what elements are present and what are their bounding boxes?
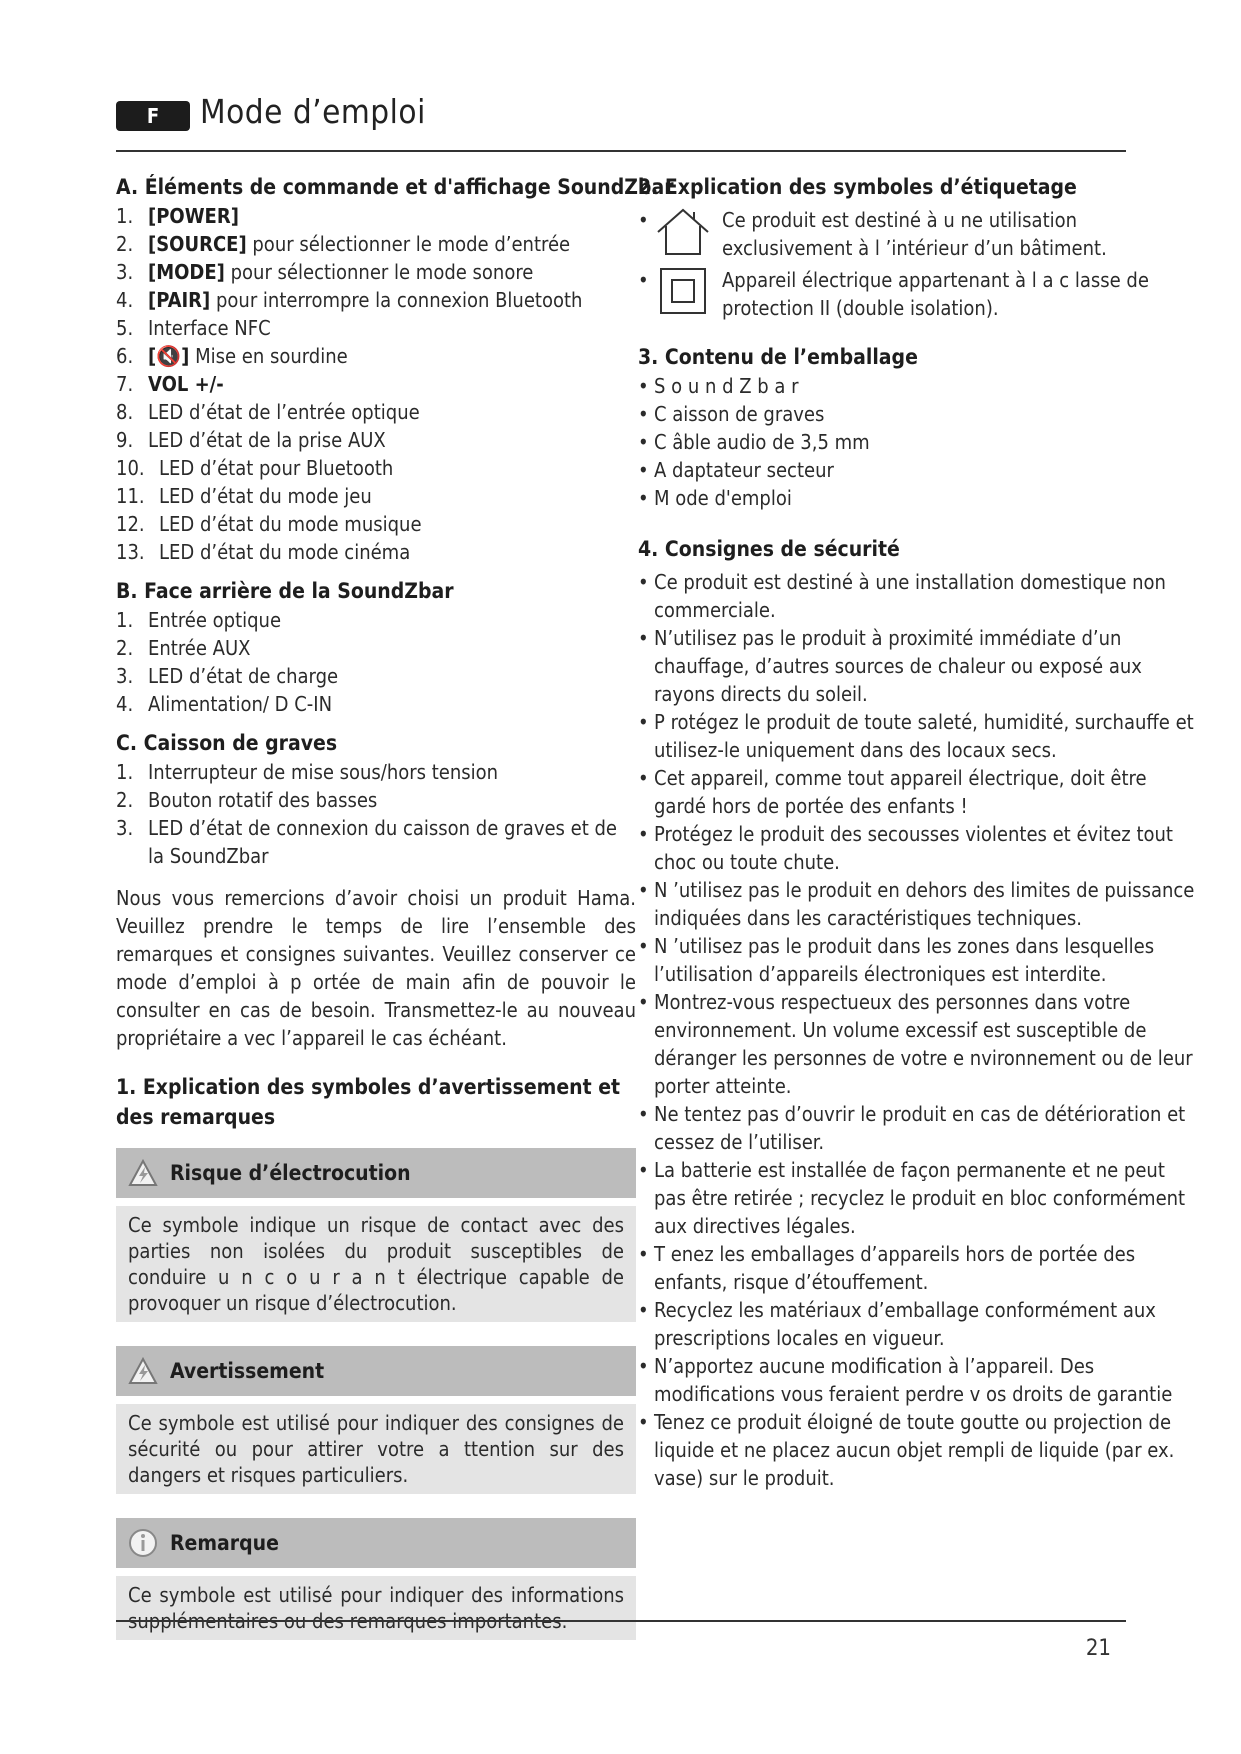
bullet: • xyxy=(638,822,649,846)
bullet-text: N’apportez aucune modification à l’appareil. Des modifications vous feraient perdre v os droits de garantie xyxy=(654,1354,1173,1406)
item-number: 1. xyxy=(116,204,134,228)
item-desc: pour sélectionner le mode d’entrée xyxy=(246,232,571,256)
bullet: • xyxy=(638,766,649,790)
bullet-text: N’utilisez pas le produit à proximité immédiate d’un chauffage, d’autres sources de chaleur ou exposé aux rayons directs du soleil. xyxy=(654,626,1142,706)
item-text xyxy=(148,758,498,786)
right-column xyxy=(638,172,1200,1492)
item-text xyxy=(159,454,393,482)
section-c-list xyxy=(116,758,636,870)
item-key: VOL +/- xyxy=(148,372,224,396)
list-item xyxy=(116,662,636,690)
item-text xyxy=(148,314,271,342)
item-text xyxy=(148,814,636,870)
list-item xyxy=(116,286,636,314)
bullet: • xyxy=(638,710,649,734)
list-item xyxy=(116,786,636,814)
item-text xyxy=(148,606,281,634)
hint-box-body: Ce symbole est utilisé pour indiquer des consignes de sécurité ou pour attirer votre a ttention sur des dangers et risques particuliers. xyxy=(116,1404,636,1494)
item-text xyxy=(159,510,422,538)
item-desc: LED d’état du mode musique xyxy=(159,512,422,536)
symbol-text-class2: Appareil électrique appartenant à l a c lasse de protection II (double isolation). xyxy=(722,268,1149,320)
item-desc: LED d’état de connexion du caisson de graves et de la SoundZbar xyxy=(148,816,617,868)
bullet-item xyxy=(638,1156,1200,1240)
bullet-text: La batterie est installée de façon permanente et ne peut pas être retirée ; recyclez le produit en bloc conformément aux directives légales. xyxy=(654,1158,1186,1238)
item-desc: Entrée optique xyxy=(148,608,282,632)
item-number: 2. xyxy=(116,636,134,660)
indoor-house-icon xyxy=(654,206,712,260)
hint-box-title: Remarque xyxy=(170,1531,279,1555)
bullet: • xyxy=(638,990,649,1014)
item-number: 12. xyxy=(116,512,145,536)
bullet-text: Protégez le produit des secousses violentes et évitez tout choc ou toute chute. xyxy=(654,822,1173,874)
list-item xyxy=(116,510,636,538)
item-number: 2. xyxy=(116,232,134,256)
item-number: 10. xyxy=(116,456,145,480)
item-desc: Mise en sourdine xyxy=(189,344,348,368)
item-key: [PAIR] xyxy=(148,288,211,312)
bullet: • xyxy=(638,208,649,232)
warning-triangle-icon xyxy=(128,1158,158,1188)
list-item xyxy=(116,342,636,370)
item-text xyxy=(148,786,377,814)
bullet-text: M ode d'emploi xyxy=(654,486,792,510)
list-item xyxy=(116,314,636,342)
item-number: 3. xyxy=(116,664,134,688)
bullet: • xyxy=(638,934,649,958)
item-key: [🔇] xyxy=(148,344,190,368)
bullet-text: S o u n d Z b a r xyxy=(654,374,799,398)
bullet-text: C âble audio de 3,5 mm xyxy=(654,430,870,454)
symbol-row-class2 xyxy=(638,266,1200,322)
section-b-title: B. Face arrière de la SoundZbar xyxy=(116,579,454,603)
item-desc: Interface NFC xyxy=(148,316,271,340)
section-c-title: C. Caisson de graves xyxy=(116,731,338,755)
item-text xyxy=(159,482,372,510)
bullet-item xyxy=(638,932,1200,988)
list-item xyxy=(116,426,636,454)
section-a-title: A. Éléments de commande et d'affichage SoundZbar xyxy=(116,175,674,199)
bullet-text: Montrez-vous respectueux des personnes dans votre environnement. Un volume excessif est susceptible de déranger les personnes de votre e nvironnement ou de leur porter atteinte. xyxy=(654,990,1193,1098)
list-item xyxy=(116,606,636,634)
bullet-item xyxy=(638,1408,1200,1492)
bullet-item xyxy=(638,708,1200,764)
bullet: • xyxy=(638,374,649,398)
item-number: 8. xyxy=(116,400,134,424)
item-text xyxy=(148,398,420,426)
bullet-text: Tenez ce produit éloigné de toute goutte ou projection de liquide et ne placez aucun objet rempli de liquide (par ex. vase) sur le produit. xyxy=(654,1410,1175,1490)
section-4-title: 4. Consignes de sécurité xyxy=(638,537,900,561)
item-number: 4. xyxy=(116,288,134,312)
bullet-item xyxy=(638,1100,1200,1156)
double-insulation-icon xyxy=(654,266,712,316)
item-number: 3. xyxy=(116,816,134,840)
item-key: [SOURCE] xyxy=(148,232,247,256)
list-item xyxy=(116,634,636,662)
left-column xyxy=(116,172,674,1640)
item-text xyxy=(148,634,250,662)
bullet: • xyxy=(638,430,649,454)
hint-box-title: Risque d’électrocution xyxy=(170,1161,411,1185)
bullet: • xyxy=(638,402,649,426)
hint-boxes xyxy=(116,1148,636,1640)
list-item xyxy=(116,538,636,566)
item-desc: pour interrompre la connexion Bluetooth xyxy=(210,288,583,312)
bullet-text: T enez les emballages d’appareils hors de portée des enfants, risque d’étouffement. xyxy=(654,1242,1136,1294)
bullet-text: Cet appareil, comme tout appareil électrique, doit être gardé hors de portée des enfants ! xyxy=(654,766,1147,818)
bullet-text: N ’utilisez pas le produit dans les zones dans lesquelles l’utilisation d’appareils électroniques est interdite. xyxy=(654,934,1155,986)
bullet-item xyxy=(638,988,1200,1100)
list-item xyxy=(116,258,636,286)
item-desc: LED d’état du mode jeu xyxy=(159,484,372,508)
item-text xyxy=(148,230,570,258)
bullet: • xyxy=(638,570,649,594)
hint-box-header xyxy=(116,1148,636,1198)
language-badge: F xyxy=(116,101,190,131)
item-number: 2. xyxy=(116,788,134,812)
bullet: • xyxy=(638,1298,649,1322)
bullet-text: Recyclez les matériaux d’emballage conformément aux prescriptions locales en vigueur. xyxy=(654,1298,1156,1350)
bullet-text: C aisson de graves xyxy=(654,402,825,426)
item-key: [POWER] xyxy=(148,204,239,228)
bullet-text: Ce produit est destiné à une installation domestique non commerciale. xyxy=(654,570,1166,622)
section-b-list xyxy=(116,606,636,718)
bullet: • xyxy=(638,1242,649,1266)
bullet-item xyxy=(638,428,1200,456)
bullet: • xyxy=(638,268,649,292)
hint-box-title: Avertissement xyxy=(170,1359,325,1383)
item-number: 1. xyxy=(116,760,134,784)
section-2-title: 2. Explication des symboles d’étiquetage xyxy=(638,175,1077,199)
list-item xyxy=(116,758,636,786)
list-item xyxy=(116,690,636,718)
item-desc: Entrée AUX xyxy=(148,636,251,660)
info-circle-icon xyxy=(128,1528,158,1558)
bullet: • xyxy=(638,486,649,510)
item-text xyxy=(148,662,338,690)
bullet-item xyxy=(638,372,1200,400)
item-number: 5. xyxy=(116,316,134,340)
safety-list xyxy=(638,568,1200,1492)
item-text xyxy=(148,258,533,286)
list-item xyxy=(116,230,636,258)
item-desc: LED d’état de la prise AUX xyxy=(148,428,386,452)
item-desc: LED d’état du mode cinéma xyxy=(159,540,411,564)
section-1-title: 1. Explication des symboles d’avertissement et des remarques xyxy=(116,1075,621,1129)
item-text xyxy=(159,538,410,566)
header-rule xyxy=(116,150,1126,152)
bullet-item xyxy=(638,1352,1200,1408)
bullet: • xyxy=(638,626,649,650)
item-number: 9. xyxy=(116,428,134,452)
hint-box-body: Ce symbole indique un risque de contact avec des parties non isolées du produit susceptibles de conduire u n c o u r a n t électrique capable de provoquer un risque d’électrocution. xyxy=(116,1206,636,1322)
item-desc: Bouton rotatif des basses xyxy=(148,788,378,812)
list-item xyxy=(116,370,636,398)
intro-paragraph: Nous vous remercions d’avoir choisi un produit Hama. Veuillez prendre le temps de lire l’ensemble des remarques et consignes suivantes. Veuillez conserver ce mode d’emploi à p ortée de main afin de pouvoir le consulter en cas de besoin. Transmettez-le au nouveau propriétaire a vec l’appareil le cas échéant. xyxy=(116,886,636,1050)
item-number: 4. xyxy=(116,692,134,716)
bullet-item xyxy=(638,1240,1200,1296)
item-number: 11. xyxy=(116,484,145,508)
item-desc: LED d’état de charge xyxy=(148,664,339,688)
page-number: 21 xyxy=(1085,1636,1111,1661)
item-desc: Interrupteur de mise sous/hors tension xyxy=(148,760,499,784)
bullet-text: P rotégez le produit de toute saleté, humidité, surchauffe et utilisez-le uniquement dans des locaux secs. xyxy=(654,710,1194,762)
bullet-text: Ne tentez pas d’ouvrir le produit en cas de détérioration et cessez de l’utiliser. xyxy=(654,1102,1186,1154)
item-desc: pour sélectionner le mode sonore xyxy=(224,260,534,284)
list-item xyxy=(116,814,636,870)
package-contents-list xyxy=(638,372,1200,512)
bullet-item xyxy=(638,1296,1200,1352)
list-item xyxy=(116,202,636,230)
item-number: 6. xyxy=(116,344,134,368)
list-item xyxy=(116,482,636,510)
item-text xyxy=(148,690,332,718)
bullet: • xyxy=(638,458,649,482)
bullet-item xyxy=(638,400,1200,428)
bullet: • xyxy=(638,1354,649,1378)
hint-box-body: Ce symbole est utilisé pour indiquer des informations supplémentaires ou des remarques importantes. xyxy=(116,1576,636,1640)
bullet-text: A daptateur secteur xyxy=(654,458,834,482)
bullet-item xyxy=(638,484,1200,512)
item-text xyxy=(148,286,582,314)
item-text xyxy=(148,342,348,370)
bullet-item xyxy=(638,456,1200,484)
footer-rule xyxy=(116,1620,1126,1622)
item-key: [MODE] xyxy=(148,260,225,284)
bullet-item xyxy=(638,568,1200,624)
item-desc: Alimentation/ D C-IN xyxy=(148,692,333,716)
section-3-title: 3. Contenu de l’emballage xyxy=(638,345,918,369)
item-desc: LED d’état pour Bluetooth xyxy=(159,456,394,480)
item-number: 7. xyxy=(116,372,134,396)
list-item xyxy=(116,398,636,426)
bullet-item xyxy=(638,764,1200,820)
item-desc: LED d’état de l’entrée optique xyxy=(148,400,420,424)
item-number: 3. xyxy=(116,260,134,284)
item-number: 13. xyxy=(116,540,145,564)
bullet: • xyxy=(638,1158,649,1182)
bullet-item xyxy=(638,624,1200,708)
item-number: 1. xyxy=(116,608,134,632)
list-item xyxy=(116,454,636,482)
symbol-text-indoor: Ce produit est destiné à u ne utilisation exclusivement à l ’intérieur d’un bâtiment. xyxy=(722,208,1107,260)
item-text xyxy=(148,426,386,454)
bullet: • xyxy=(638,878,649,902)
section-a-list xyxy=(116,202,636,566)
item-text xyxy=(148,202,239,230)
hint-box-header xyxy=(116,1518,636,1568)
bullet: • xyxy=(638,1102,649,1126)
bullet: • xyxy=(638,1410,649,1434)
symbol-row-indoor xyxy=(638,206,1200,262)
hint-box-header xyxy=(116,1346,636,1396)
warning-triangle-icon xyxy=(128,1356,158,1386)
bullet-item xyxy=(638,876,1200,932)
page-title: Mode d’emploi xyxy=(200,92,426,131)
bullet-item xyxy=(638,820,1200,876)
bullet-text: N ’utilisez pas le produit en dehors des limites de puissance indiquées dans les caractéristiques techniques. xyxy=(654,878,1195,930)
item-text xyxy=(148,370,224,398)
